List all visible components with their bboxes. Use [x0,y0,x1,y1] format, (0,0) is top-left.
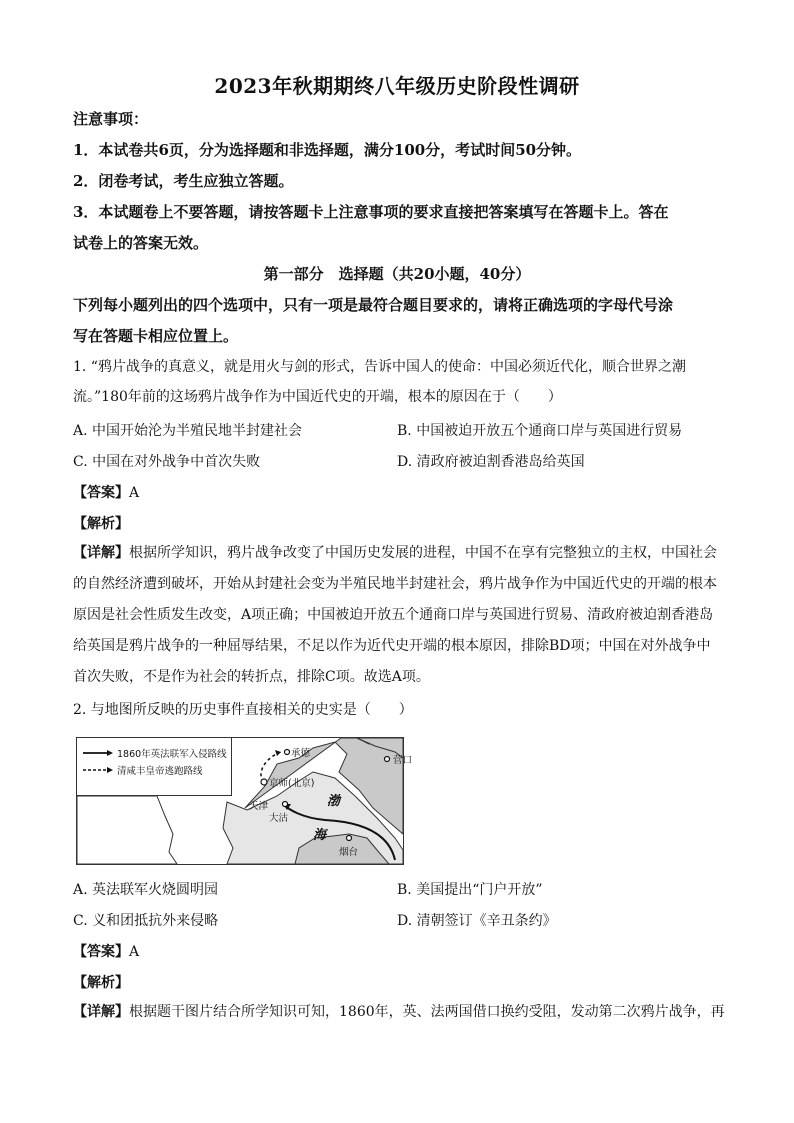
q2-option-c: C. 义和团抵抗外来侵略 [73,913,219,929]
q1-option-b: B. 中国被迫开放五个通商口岸与英国进行贸易 [397,423,683,439]
label-yantai: 烟台 [339,847,359,858]
q2-option-d: D. 清朝签订《辛丑条约》 [397,913,557,929]
part1-instruction-2: 写在答题卡相应位置上。 [73,327,239,345]
label-beijing: 京师(北京) [269,778,315,789]
part1-instruction-1: 下列每小题列出的四个选项中，只有一项是最符合题目要求的，请将正确选项的字母代号涂 [73,296,674,314]
q1-option-a: A. 中国开始沦为半殖民地半封建社会 [73,423,303,439]
notice-heading: 注意事项： [73,110,149,128]
label-dagu: 大沽 [269,813,289,824]
q1-stem-line-1: 1. “鸦片战争的真意义，就是用火与剑的形式，告诉中国人的使命：中国必须近代化，顺合世界之潮 [73,359,686,375]
land-west [77,796,177,864]
beijing-marker [261,779,267,785]
q1-analysis-label: 【解析】 [73,516,129,532]
yantai-marker [347,836,352,841]
label-tianjin: 天津 [249,801,269,812]
q2-detail-1: 【详解】根据题干图片结合所学知识可知，1860年，英、法两国借口换约受阻，发动第二次鸦片战争，再 [73,1004,725,1020]
q2-answer [73,941,139,961]
q1-detail-5: 首次失败，不是作为社会的转折点，排除C项。故选A项。 [73,669,430,685]
q1-answer-value: A [129,485,140,501]
yingkou-marker [385,757,390,762]
q1-detail-1: 【详解】根据所学知识，鸦片战争改变了中国历史发展的进程，中国不在享有完整独立的主权，中国社会 [73,545,717,561]
q1-detail-1-text: 根据所学知识，鸦片战争改变了中国历史发展的进程，中国不在享有完整独立的主权，中国社会 [129,545,717,561]
map-legend [77,738,232,796]
notice-item-2: 2．闭卷考试，考生应独立答题。 [73,172,294,190]
q2-answer-label: 【答案】 [73,944,129,960]
notice-item-3: 3．本试题卷上不要答题，请按答题卡上注意事项的要求直接把答案填写在答题卡上。答在 [73,203,669,221]
label-yingkou: 营口 [393,755,413,766]
notice-item-3-cont: 试卷上的答案无效。 [73,234,209,252]
part1-heading: 第一部分 选择题（共20小题，40分） [263,265,531,283]
q2-analysis-label: 【解析】 [73,975,129,991]
q2-detail-1-text: 根据题干图片结合所学知识可知，1860年，英、法两国借口换约受阻，发动第二次鸦片战争，再 [129,1004,725,1020]
q1-answer-label: 【答案】 [73,485,129,501]
label-bo: 渤 [327,794,341,809]
notice-item-1: 1．本试卷共6页，分为选择题和非选择题，满分100分，考试时间50分钟。 [73,141,582,159]
q2-stem: 2. 与地图所反映的历史事件直接相关的史实是（ ） [73,702,413,718]
q1-option-c: C. 中国在对外战争中首次失败 [73,454,261,470]
chengde-marker [285,750,290,755]
legend-emperor-route: 清咸丰皇帝逃跑路线 [117,766,203,777]
label-chengde: 承德 [291,748,311,759]
q1-answer [73,482,139,502]
q1-detail-4: 给英国是鸦片战争的一种屈辱结果，不足以作为近代史开端的根本原因，排除BD项；中国在对外战争中 [73,638,711,654]
q1-option-d: D. 清政府被迫割香港岛给英国 [397,454,585,470]
q2-option-b: B. 美国提出“门户开放” [397,882,543,898]
q2-answer-value: A [129,944,140,960]
page-title: 2023年秋期期终八年级历史阶段性调研 [214,74,580,98]
q1-detail-2: 的自然经济遭到破坏，开始从封建社会变为半殖民地半封建社会，鸦片战争作为中国近代史的开端的根本 [73,576,717,592]
q1-stem-line-2: 流。”180年前的这场鸦片战争作为中国近代史的开端，根本的原因在于（ ） [73,389,562,405]
historical-map [76,737,413,865]
q1-detail-3: 原因是社会性质发生改变，A项正确；中国被迫开放五个通商口岸与英国进行贸易、清政府被迫割香港岛 [73,607,714,623]
tianjin-marker [283,802,288,807]
legend-allied-route: 1860年英法联军入侵路线 [117,749,227,760]
q2-option-a: A. 英法联军火烧圆明园 [73,882,219,898]
label-hai: 海 [313,828,327,843]
